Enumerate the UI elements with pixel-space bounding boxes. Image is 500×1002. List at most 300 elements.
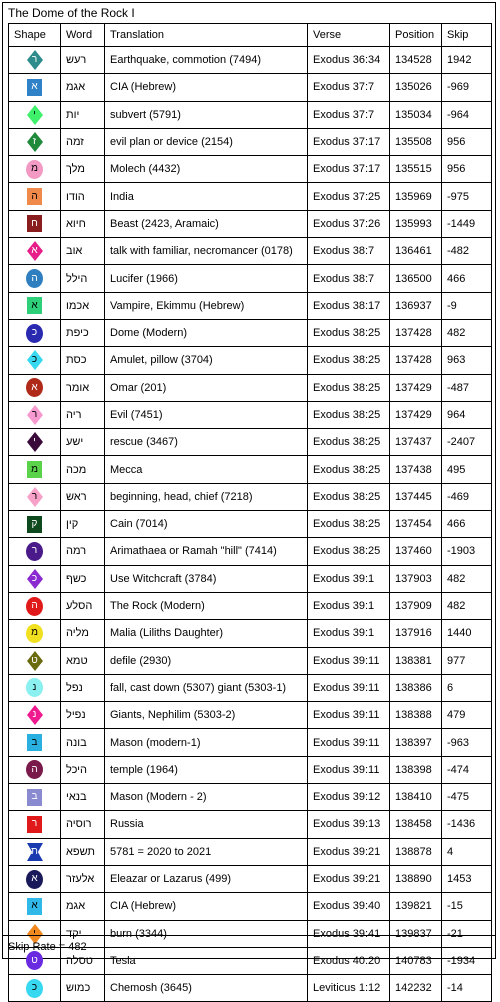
- hourglass-letter-marker-icon: [27, 843, 43, 861]
- table-row: [9, 784, 492, 811]
- table-row: [9, 756, 492, 783]
- translation-cell: burn (3344): [105, 920, 308, 947]
- marker-letter: נ: [32, 681, 37, 693]
- shape-cell: [9, 210, 61, 237]
- skip-cell: -21: [442, 920, 492, 947]
- table-row: [9, 729, 492, 756]
- word-cell: יקד: [61, 920, 105, 947]
- square-letter-marker-icon: [27, 516, 42, 533]
- skip-cell: -1934: [442, 947, 492, 974]
- table-row: [9, 647, 492, 674]
- skip-cell: -14: [442, 975, 492, 1002]
- marker-letter: י: [33, 436, 36, 448]
- translation-cell: Eleazar or Lazarus (499): [105, 865, 308, 892]
- word-cell: רמה: [61, 538, 105, 565]
- marker-letter: ח: [31, 217, 38, 229]
- skip-cell: 1453: [442, 865, 492, 892]
- word-cell: בנאי: [61, 784, 105, 811]
- shape-cell: [9, 265, 61, 292]
- verse-cell: Exodus 38:7: [308, 238, 390, 265]
- translation-cell: Tesla: [105, 947, 308, 974]
- word-cell: כמוש: [61, 975, 105, 1002]
- verse-cell: Exodus 39:13: [308, 811, 390, 838]
- diamond-letter-marker-icon: [27, 569, 43, 589]
- circle-letter-marker-icon: [26, 269, 43, 288]
- position-cell: 138398: [390, 756, 442, 783]
- skip-cell: -2407: [442, 429, 492, 456]
- word-cell: רעש: [61, 47, 105, 74]
- table-row: [9, 620, 492, 647]
- position-cell: 137428: [390, 319, 442, 346]
- skip-cell: -1449: [442, 210, 492, 237]
- translation-cell: Giants, Nephilim (5303-2): [105, 702, 308, 729]
- marker-letter: כ: [31, 572, 38, 584]
- translation-cell: Omar (201): [105, 374, 308, 401]
- position-cell: 134528: [390, 47, 442, 74]
- skip-cell: 956: [442, 156, 492, 183]
- translation-cell: Arimathaea or Ramah "hill" (7414): [105, 538, 308, 565]
- circle-letter-marker-icon: [26, 760, 43, 779]
- position-cell: 137429: [390, 401, 442, 428]
- table-row: [9, 347, 492, 374]
- word-cell: כיפת: [61, 319, 105, 346]
- marker-letter: נ: [32, 709, 37, 721]
- word-cell: נפל: [61, 674, 105, 701]
- shape-cell: [9, 401, 61, 428]
- word-cell: אכמו: [61, 292, 105, 319]
- verse-cell: Exodus 38:7: [308, 265, 390, 292]
- shape-cell: [9, 702, 61, 729]
- marker-letter: ר: [31, 490, 38, 502]
- header-shape: Shape: [9, 24, 61, 47]
- translation-cell: Evil (7451): [105, 401, 308, 428]
- shape-cell: [9, 374, 61, 401]
- verse-cell: Exodus 36:34: [308, 47, 390, 74]
- table-row: [9, 374, 492, 401]
- marker-letter: ר: [31, 409, 38, 420]
- translation-cell: Dome (Modern): [105, 319, 308, 346]
- table-row: [9, 128, 492, 155]
- header-verse: Verse: [308, 24, 390, 47]
- skip-cell: 977: [442, 647, 492, 674]
- table-row: [9, 74, 492, 101]
- word-cell: נפיל: [61, 702, 105, 729]
- word-cell: חיוא: [61, 210, 105, 237]
- position-cell: 137916: [390, 620, 442, 647]
- position-cell: 139821: [390, 893, 442, 920]
- position-cell: 137454: [390, 511, 442, 538]
- header-translation: Translation: [105, 24, 308, 47]
- marker-letter: כ: [31, 982, 38, 994]
- table-row: [9, 811, 492, 838]
- verse-cell: Exodus 39:1: [308, 592, 390, 619]
- translation-cell: Lucifer (1966): [105, 265, 308, 292]
- circle-letter-marker-icon: [26, 870, 43, 889]
- translation-cell: CIA (Hebrew): [105, 893, 308, 920]
- verse-cell: Exodus 38:25: [308, 347, 390, 374]
- position-cell: 135508: [390, 128, 442, 155]
- skip-cell: -15: [442, 893, 492, 920]
- word-cell: אגמ: [61, 893, 105, 920]
- marker-letter: א: [31, 299, 38, 311]
- verse-cell: Exodus 39:1: [308, 620, 390, 647]
- skip-cell: 482: [442, 592, 492, 619]
- position-cell: 138386: [390, 674, 442, 701]
- header-row: [9, 24, 492, 47]
- shape-cell: [9, 893, 61, 920]
- position-cell: 135993: [390, 210, 442, 237]
- results-table: [8, 23, 492, 1002]
- verse-cell: Exodus 39:11: [308, 756, 390, 783]
- word-cell: כסת: [61, 347, 105, 374]
- translation-cell: evil plan or device (2154): [105, 128, 308, 155]
- position-cell: 138381: [390, 647, 442, 674]
- skip-cell: 482: [442, 319, 492, 346]
- shape-cell: [9, 592, 61, 619]
- shape-cell: [9, 756, 61, 783]
- translation-cell: CIA (Hebrew): [105, 74, 308, 101]
- translation-cell: fall, cast down (5307) giant (5303-1): [105, 674, 308, 701]
- table-row: [9, 101, 492, 128]
- verse-cell: Exodus 39:11: [308, 647, 390, 674]
- verse-cell: Exodus 38:25: [308, 483, 390, 510]
- verse-cell: Exodus 38:17: [308, 292, 390, 319]
- shape-cell: [9, 483, 61, 510]
- table-row: [9, 319, 492, 346]
- page-title: The Dome of the Rock I: [8, 6, 135, 20]
- position-cell: 135034: [390, 101, 442, 128]
- translation-cell: Mecca: [105, 456, 308, 483]
- skip-cell: -1903: [442, 538, 492, 565]
- verse-cell: Exodus 39:12: [308, 784, 390, 811]
- position-cell: 137903: [390, 565, 442, 592]
- marker-letter: ט: [31, 954, 38, 966]
- verse-cell: Leviticus 1:12: [308, 975, 390, 1002]
- verse-cell: Exodus 39:11: [308, 674, 390, 701]
- header-word: Word: [61, 24, 105, 47]
- word-cell: בונה: [61, 729, 105, 756]
- header-position: Position: [390, 24, 442, 47]
- verse-cell: Exodus 39:11: [308, 702, 390, 729]
- marker-letter: ה: [31, 600, 38, 612]
- square-letter-marker-icon: [27, 789, 42, 806]
- diamond-letter-marker-icon: [27, 705, 43, 725]
- square-letter-marker-icon: [27, 297, 42, 314]
- verse-cell: Exodus 39:21: [308, 838, 390, 865]
- marker-letter: י: [33, 108, 36, 120]
- translation-cell: beginning, head, chief (7218): [105, 483, 308, 510]
- diamond-letter-marker-icon: [27, 105, 43, 125]
- position-cell: 136461: [390, 238, 442, 265]
- shape-cell: [9, 47, 61, 74]
- verse-cell: Exodus 38:25: [308, 429, 390, 456]
- verse-cell: Exodus 37:7: [308, 101, 390, 128]
- word-cell: מלך: [61, 156, 105, 183]
- position-cell: 138388: [390, 702, 442, 729]
- marker-letter: ז: [32, 136, 37, 148]
- verse-cell: Exodus 39:21: [308, 865, 390, 892]
- diamond-letter-marker-icon: [27, 432, 43, 452]
- square-letter-marker-icon: [27, 816, 42, 833]
- translation-cell: Chemosh (3645): [105, 975, 308, 1002]
- position-cell: 136937: [390, 292, 442, 319]
- table-row: [9, 702, 492, 729]
- position-cell: 142232: [390, 975, 442, 1002]
- word-cell: ישע: [61, 429, 105, 456]
- circle-letter-marker-icon: [26, 324, 43, 343]
- word-cell: אלעזר: [61, 865, 105, 892]
- table-row: [9, 292, 492, 319]
- verse-cell: Exodus 39:41: [308, 920, 390, 947]
- word-cell: הילל: [61, 265, 105, 292]
- table-row: [9, 483, 492, 510]
- shape-cell: [9, 729, 61, 756]
- shape-cell: [9, 674, 61, 701]
- position-cell: 137438: [390, 456, 442, 483]
- position-cell: 137437: [390, 429, 442, 456]
- diamond-letter-marker-icon: [27, 405, 43, 425]
- verse-cell: Exodus 40:20: [308, 947, 390, 974]
- table-row: [9, 210, 492, 237]
- table-row: [9, 511, 492, 538]
- verse-cell: Exodus 38:25: [308, 538, 390, 565]
- diamond-letter-marker-icon: [27, 487, 43, 507]
- word-cell: מליה: [61, 620, 105, 647]
- word-cell: טמא: [61, 647, 105, 674]
- marker-letter: ה: [31, 763, 38, 775]
- position-cell: 140783: [390, 947, 442, 974]
- skip-cell: -963: [442, 729, 492, 756]
- shape-cell: [9, 838, 61, 865]
- circle-letter-marker-icon: [26, 542, 43, 561]
- word-cell: יות: [61, 101, 105, 128]
- translation-cell: Vampire, Ekimmu (Hebrew): [105, 292, 308, 319]
- word-cell: זמה: [61, 128, 105, 155]
- circle-letter-marker-icon: [26, 979, 43, 998]
- shape-cell: [9, 128, 61, 155]
- marker-letter: א: [31, 381, 38, 393]
- square-letter-marker-icon: [27, 898, 42, 915]
- circle-letter-marker-icon: [26, 951, 43, 970]
- marker-letter: ב: [31, 791, 38, 803]
- translation-cell: Use Witchcraft (3784): [105, 565, 308, 592]
- verse-cell: Exodus 38:25: [308, 374, 390, 401]
- footer-divider: [2, 935, 496, 936]
- table-row: [9, 838, 492, 865]
- circle-letter-marker-icon: [26, 597, 43, 616]
- skip-cell: 964: [442, 401, 492, 428]
- table-row: [9, 265, 492, 292]
- skip-cell: 956: [442, 128, 492, 155]
- marker-letter: ר: [31, 818, 38, 830]
- verse-cell: Exodus 37:17: [308, 156, 390, 183]
- verse-cell: Exodus 39:11: [308, 729, 390, 756]
- verse-cell: Exodus 37:25: [308, 183, 390, 210]
- translation-cell: Mason (modern-1): [105, 729, 308, 756]
- circle-letter-marker-icon: [26, 160, 43, 179]
- table-row: [9, 456, 492, 483]
- table-row: [9, 565, 492, 592]
- word-cell: ראש: [61, 483, 105, 510]
- marker-letter: ה: [31, 190, 38, 202]
- table-row: [9, 893, 492, 920]
- skip-cell: -469: [442, 483, 492, 510]
- square-letter-marker-icon: [27, 734, 42, 751]
- shape-cell: [9, 429, 61, 456]
- word-cell: הסלע: [61, 592, 105, 619]
- translation-cell: defile (2930): [105, 647, 308, 674]
- marker-letter: א: [31, 81, 38, 93]
- word-cell: רוסיה: [61, 811, 105, 838]
- skip-rate-label: Skip Rate = 482: [8, 941, 87, 953]
- marker-letter: מ: [31, 627, 38, 639]
- shape-cell: [9, 811, 61, 838]
- translation-cell: Amulet, pillow (3704): [105, 347, 308, 374]
- skip-cell: 482: [442, 565, 492, 592]
- translation-cell: Molech (4432): [105, 156, 308, 183]
- position-cell: 137429: [390, 374, 442, 401]
- position-cell: 138410: [390, 784, 442, 811]
- shape-cell: [9, 511, 61, 538]
- circle-letter-marker-icon: [26, 378, 43, 397]
- shape-cell: [9, 456, 61, 483]
- header-skip: Skip: [442, 24, 492, 47]
- skip-cell: 1440: [442, 620, 492, 647]
- skip-cell: -487: [442, 374, 492, 401]
- word-cell: מכה: [61, 456, 105, 483]
- position-cell: 138458: [390, 811, 442, 838]
- position-cell: 135515: [390, 156, 442, 183]
- table-body: [9, 47, 492, 1002]
- marker-letter: מ: [31, 463, 38, 475]
- word-cell: הודו: [61, 183, 105, 210]
- verse-cell: Exodus 37:17: [308, 128, 390, 155]
- shape-cell: [9, 565, 61, 592]
- word-cell: אוב: [61, 238, 105, 265]
- marker-letter: ב: [31, 736, 38, 748]
- skip-cell: -975: [442, 183, 492, 210]
- position-cell: 138890: [390, 865, 442, 892]
- square-letter-marker-icon: [27, 215, 42, 232]
- table-row: [9, 674, 492, 701]
- translation-cell: Malia (Liliths Daughter): [105, 620, 308, 647]
- marker-letter: ה: [31, 272, 38, 284]
- marker-letter: ק: [31, 518, 38, 530]
- position-cell: 137460: [390, 538, 442, 565]
- circle-letter-marker-icon: [26, 678, 43, 697]
- skip-cell: -475: [442, 784, 492, 811]
- skip-cell: 495: [442, 456, 492, 483]
- square-letter-marker-icon: [27, 188, 42, 205]
- position-cell: 137428: [390, 347, 442, 374]
- skip-cell: 479: [442, 702, 492, 729]
- marker-letter: א: [31, 873, 38, 885]
- shape-cell: [9, 292, 61, 319]
- skip-cell: -964: [442, 101, 492, 128]
- position-cell: 135969: [390, 183, 442, 210]
- table-row: [9, 156, 492, 183]
- shape-cell: [9, 620, 61, 647]
- verse-cell: Exodus 37:7: [308, 74, 390, 101]
- table-row: [9, 238, 492, 265]
- shape-cell: [9, 784, 61, 811]
- position-cell: 138878: [390, 838, 442, 865]
- results-table-container: [8, 23, 491, 1002]
- translation-cell: Cain (7014): [105, 511, 308, 538]
- shape-cell: [9, 975, 61, 1002]
- table-row: [9, 538, 492, 565]
- word-cell: ריה: [61, 401, 105, 428]
- word-cell: אגמ: [61, 74, 105, 101]
- skip-cell: -482: [442, 238, 492, 265]
- word-cell: היכל: [61, 756, 105, 783]
- position-cell: 136500: [390, 265, 442, 292]
- marker-letter: ת: [31, 845, 38, 857]
- circle-letter-marker-icon: [26, 624, 43, 643]
- diamond-letter-marker-icon: [27, 50, 43, 70]
- translation-cell: The Rock (Modern): [105, 592, 308, 619]
- skip-cell: 1942: [442, 47, 492, 74]
- translation-cell: 5781 = 2020 to 2021: [105, 838, 308, 865]
- translation-cell: India: [105, 183, 308, 210]
- table-row: [9, 183, 492, 210]
- verse-cell: Exodus 38:25: [308, 319, 390, 346]
- position-cell: 139837: [390, 920, 442, 947]
- square-letter-marker-icon: [27, 79, 42, 96]
- translation-cell: rescue (3467): [105, 429, 308, 456]
- skip-cell: -9: [442, 292, 492, 319]
- word-cell: כשף: [61, 565, 105, 592]
- word-cell: תשפא: [61, 838, 105, 865]
- shape-cell: [9, 101, 61, 128]
- marker-letter: ר: [31, 54, 38, 66]
- marker-letter: ט: [31, 654, 38, 666]
- skip-cell: -1436: [442, 811, 492, 838]
- position-cell: 135026: [390, 74, 442, 101]
- skip-cell: -969: [442, 74, 492, 101]
- verse-cell: Exodus 37:26: [308, 210, 390, 237]
- shape-cell: [9, 319, 61, 346]
- position-cell: 138397: [390, 729, 442, 756]
- translation-cell: talk with familiar, necromancer (0178): [105, 238, 308, 265]
- verse-cell: Exodus 38:25: [308, 511, 390, 538]
- translation-cell: Russia: [105, 811, 308, 838]
- word-cell: טסלה: [61, 947, 105, 974]
- shape-cell: [9, 74, 61, 101]
- table-row: [9, 429, 492, 456]
- table-row: [9, 47, 492, 74]
- diamond-letter-marker-icon: [27, 651, 43, 671]
- shape-cell: [9, 238, 61, 265]
- skip-cell: 6: [442, 674, 492, 701]
- table-row: [9, 401, 492, 428]
- position-cell: 137445: [390, 483, 442, 510]
- shape-cell: [9, 183, 61, 210]
- skip-cell: -474: [442, 756, 492, 783]
- shape-cell: [9, 538, 61, 565]
- diamond-letter-marker-icon: [27, 132, 43, 152]
- verse-cell: Exodus 38:25: [308, 401, 390, 428]
- verse-cell: Exodus 38:25: [308, 456, 390, 483]
- marker-letter: א: [31, 900, 38, 912]
- translation-cell: subvert (5791): [105, 101, 308, 128]
- diamond-letter-marker-icon: [27, 241, 43, 261]
- translation-cell: temple (1964): [105, 756, 308, 783]
- table-row: [9, 865, 492, 892]
- word-cell: אומר: [61, 374, 105, 401]
- translation-cell: Earthquake, commotion (7494): [105, 47, 308, 74]
- skip-cell: 466: [442, 265, 492, 292]
